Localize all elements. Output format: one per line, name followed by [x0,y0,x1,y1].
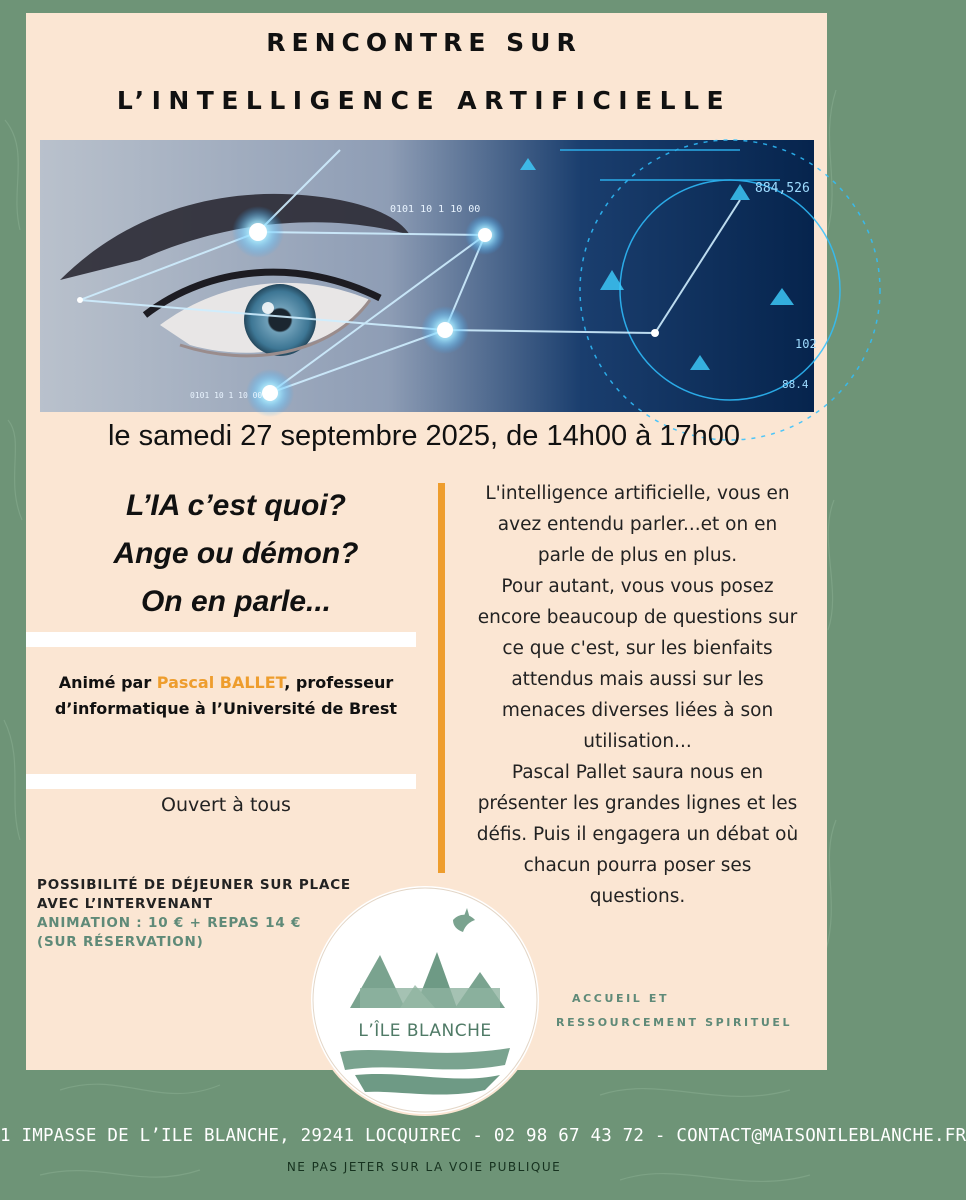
lunch-line-2: AVEC L’INTERVENANT [37,896,213,912]
footer-notice: NE PAS JETER SUR LA VOIE PUBLIQUE [286,1160,562,1174]
animator-line-2: d’informatique à l’Université de Brest [54,699,398,718]
open-to-all: Ouvert à tous [161,794,291,816]
tagline-right-line-1: ACCUEIL ET [572,992,670,1005]
description-line: menaces diverses liées à son [501,700,774,721]
lunch-line-1: POSSIBILITÉ DE DÉJEUNER SUR PLACE [37,877,351,893]
divider-bar-top [26,632,416,647]
orange-vertical-divider [438,483,445,873]
ile-blanche-logo [305,880,545,1120]
tagline-line-1: L’IA c’est quoi? [125,489,346,522]
description-line: Pascal Pallet saura nous en [511,762,764,783]
animator-name: Pascal BALLET [156,673,285,692]
description-line: chacun pourra poser ses [523,855,752,876]
hero-overlay-text-1: 0101 10 1 10 00 [390,204,481,215]
title-line-1: RENCONTRE SUR [266,28,582,57]
description-line: parle de plus en plus. [537,545,738,566]
description-line: avez entendu parler...et on en [497,514,778,535]
hero-eye-image [40,140,817,412]
logo-text: L’ÎLE BLANCHE [358,1021,492,1041]
title-line-2: L’INTELLIGENCE ARTIFICIELLE [116,86,732,115]
hero-overlay-text-2: 884,526 [755,181,810,196]
tagline [26,482,446,626]
event-description [451,478,824,912]
footer-address: 1 IMPASSE DE L’ILE BLANCHE, 29241 LOCQUIREC - 02 98 67 43 72 - CONTACT@MAISONILEBLANCHE.FR [0,1126,966,1146]
description-line: ce que c'est, sur les bienfaits [502,638,773,659]
description-line: encore beaucoup de questions sur [477,607,798,628]
hero-overlay-text-4: 102 [795,337,817,351]
description-line: attendus mais aussi sur les [511,669,764,690]
hero-overlay-text-5: 88.4 [782,378,809,391]
tagline-line-2: Ange ou démon? [113,537,359,570]
tagline-line-3: On en parle... [140,585,332,618]
lunch-reservation: (SUR RÉSERVATION) [37,934,204,950]
tagline-right-line-2: RESSOURCEMENT SPIRITUEL [556,1016,793,1029]
spiritual-retreat-tagline [556,987,826,1035]
animator-info [26,670,426,722]
hero-overlay-text-3: 0101 10 1 10 00 [190,391,263,400]
description-line: présenter les grandes lignes et les [477,793,798,814]
lunch-price: ANIMATION : 10 € + REPAS 14 € [37,915,302,931]
divider-bar-bottom [26,774,416,789]
description-line: questions. [589,886,686,907]
event-date: le samedi 27 septembre 2025, de 14h00 à 17h00 [107,420,741,452]
animator-prefix: Animé par [58,673,157,692]
description-line: défis. Puis il engagera un débat où [476,824,799,845]
description-line: Pour autant, vous vous posez [501,576,774,597]
animator-suffix: , professeur [284,673,394,692]
description-line: L'intelligence artificielle, vous en [485,483,790,504]
description-line: utilisation... [583,731,692,752]
